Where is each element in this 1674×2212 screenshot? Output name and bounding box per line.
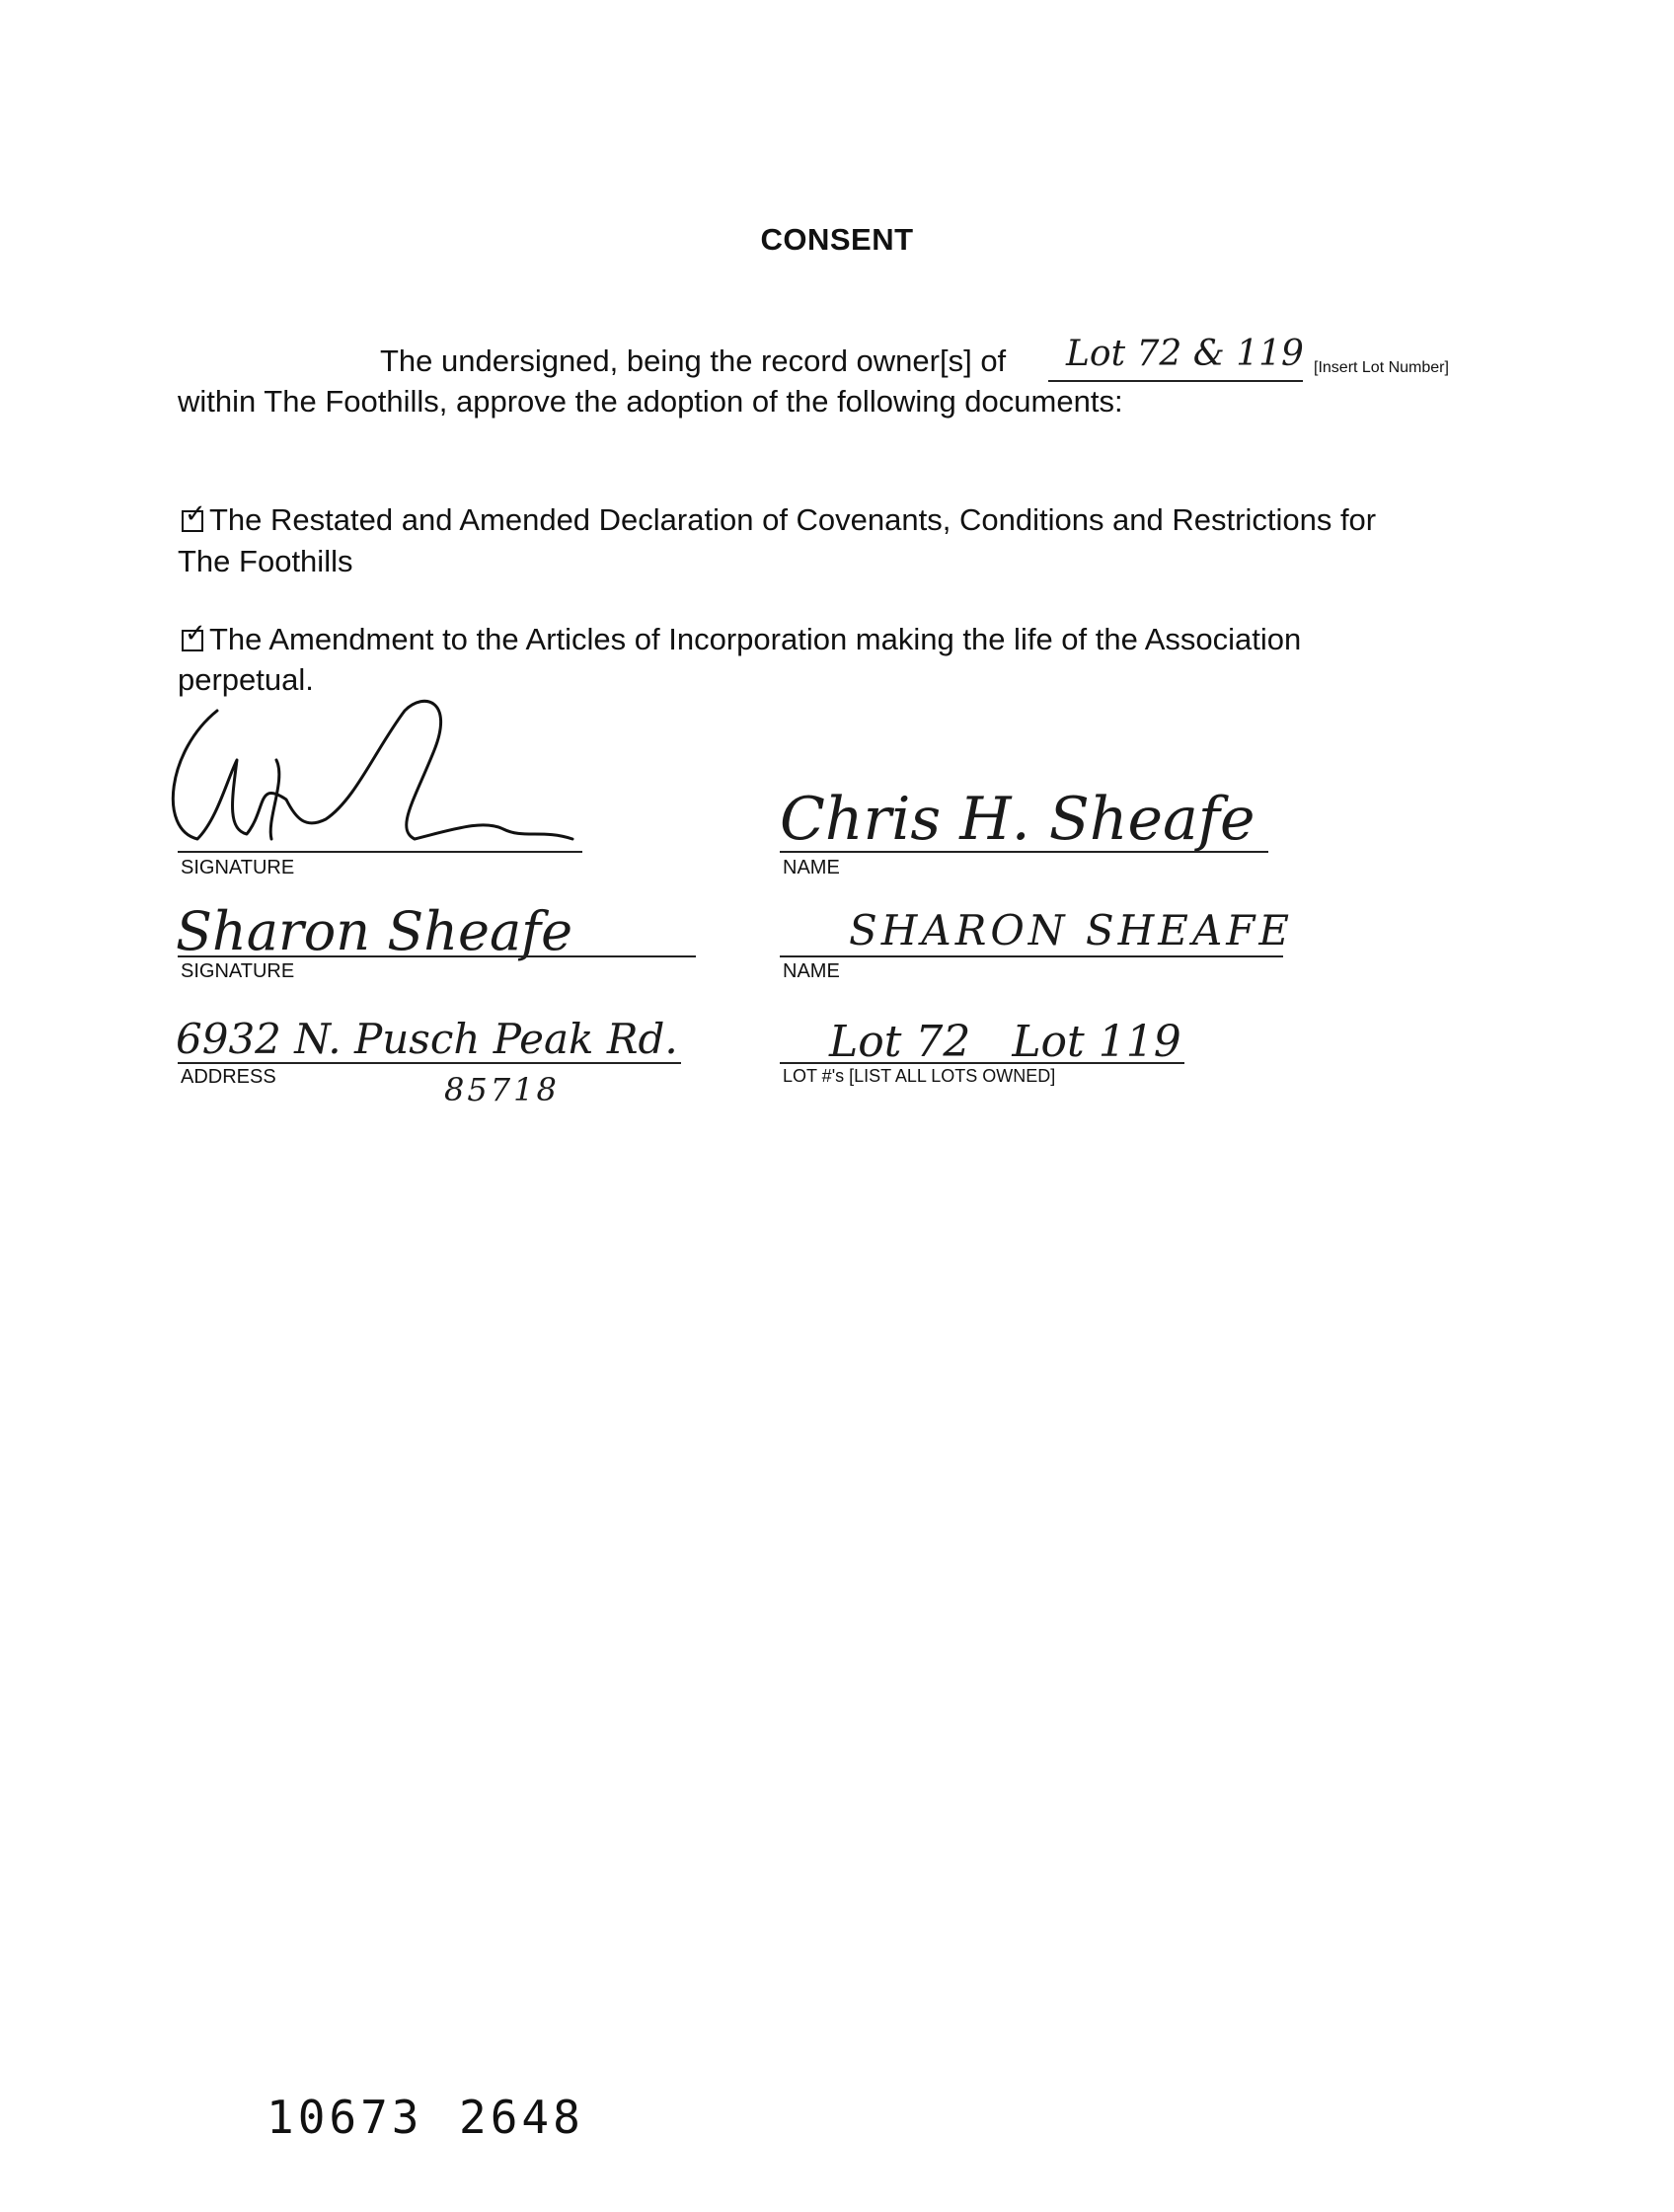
address-label: ADDRESS [181, 1066, 276, 1088]
recording-number-1: 10673 [266, 2091, 423, 2144]
lots-label: LOT #'s [LIST ALL LOTS OWNED] [783, 1066, 1056, 1086]
item-1 [182, 499, 1376, 541]
signature-2-handwriting: Sharon Sheafe [176, 900, 573, 962]
checkmark-icon: ✓ [185, 618, 206, 648]
recording-number-2: 2648 [459, 2091, 584, 2144]
signature-1-label: SIGNATURE [181, 857, 295, 878]
lot-number-handwritten: Lot 72 & 119 [1066, 334, 1304, 374]
name-1-line [780, 851, 1268, 853]
address-handwritten: 6932 N. Pusch Peak Rd. [176, 1015, 678, 1063]
lot-number-hint: [Insert Lot Number] [1314, 359, 1449, 376]
name-2-label: NAME [783, 960, 840, 982]
item-1-text: The Restated and Amended Declaration of Covenants, Conditions and Restrictions for [209, 502, 1377, 537]
name-2-line [780, 955, 1283, 957]
item-1-text-cont: The Foothills [178, 544, 353, 578]
item-2-checkbox[interactable] [182, 618, 206, 651]
address-line [178, 1062, 681, 1064]
signature-1-line [178, 851, 582, 853]
item-2-text-cont: perpetual. [178, 662, 314, 697]
lots-line [780, 1062, 1184, 1064]
signature-2-label: SIGNATURE [181, 960, 295, 982]
item-2-text: The Amendment to the Articles of Incorporation making the life of the Association [209, 622, 1302, 656]
item-2 [182, 619, 1301, 660]
intro-after: within The Foothills, approve the adoption of the following documents: [178, 384, 1123, 419]
lots-handwritten: Lot 72 Lot 119 [829, 1017, 1181, 1067]
signature-2-line [178, 955, 696, 957]
page-title: CONSENT [760, 222, 914, 257]
name-2-handwritten: SHARON SHEAFE [849, 906, 1294, 954]
intro-before: The undersigned, being the record owner[s] of [380, 343, 1007, 378]
name-1-label: NAME [783, 857, 840, 878]
zip-handwritten: 85718 [444, 1071, 560, 1108]
checkmark-icon: ✓ [185, 498, 206, 528]
signature-1-handwriting [158, 691, 582, 859]
name-1-handwritten: Chris H. Sheafe [780, 785, 1256, 854]
item-1-checkbox[interactable] [182, 498, 206, 532]
